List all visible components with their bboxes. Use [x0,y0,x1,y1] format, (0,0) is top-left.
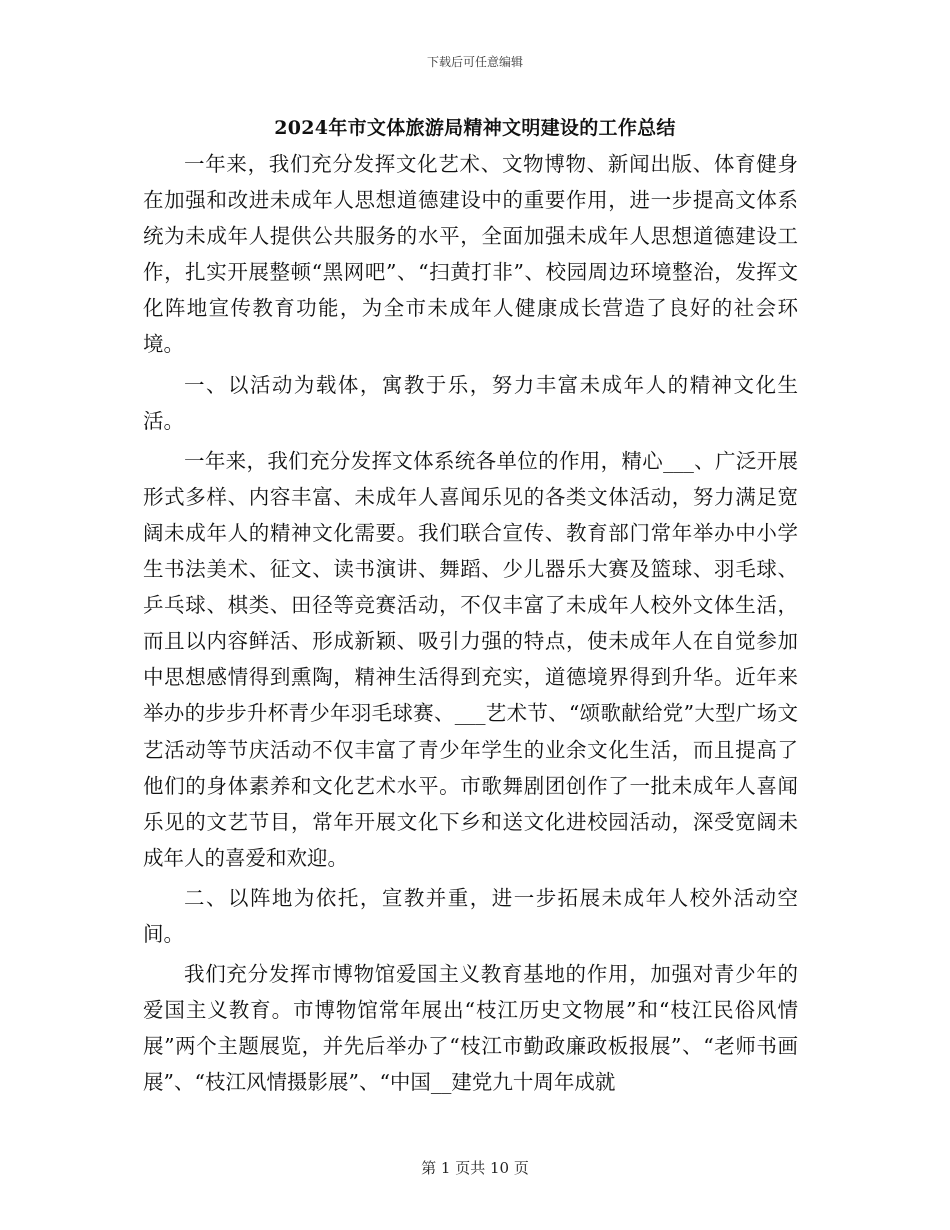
page-footer: 第 1 页共 10 页 [421,1159,529,1177]
section-heading-1: 一、以活动为载体，寓教于乐，努力丰富未成年人的精神文化生活。 [143,372,798,433]
document-title: 2024年市文体旅游局精神文明建设的工作总结 [274,117,676,139]
paragraph-activities: 一年来，我们充分发挥文体系统各单位的作用，精心___、广泛开展形式多样、内容丰富、未成年人喜闻乐见的各类文体活动，努力满足宽阔未成年人的精神文化需要。我们联合宣传、教育部门常年举办中小学生书法美术、征文、读书演讲、舞蹈、少儿器乐大赛及篮球、羽毛球、乒乓球、棋类、田径等竞赛活动，不仅丰富了未成年人校外文体生活，而且以内容鲜活、形成新颖、吸引力强的特点，使未成年人在自觉参加中思想感情得到熏陶，精神生活得到充实，道德境界得到升华。近年来举办的步步升杯青少年羽毛球赛、___艺术节、“颂歌献给党”大型广场文艺活动等节庆活动不仅丰富了青少年学生的业余文化生活，而且提高了他们的身体素养和文化艺术水平。市歌舞剧团创作了一批未成年人喜闻乐见的文艺节目，常年开展文化下乡和送文化进校园活动，深受宽阔未成年人的喜爱和欢迎。 [143,448,798,870]
section-heading-2: 二、以阵地为依托，宣教并重，进一步拓展未成年人校外活动空间。 [143,885,798,946]
header-note: 下载后可任意编辑 [426,55,523,69]
paragraph-intro: 一年来，我们充分发挥文化艺术、文物博物、新闻出版、体育健身在加强和改进未成年人思想道德建设中的重要作用，进一步提高文体系统为未成年人提供公共服务的水平，全面加强未成年人思想道德建设工作，扎实开展整顿“黑网吧”、“扫黄打非”、校园周边环境整治，发挥文化阵地宣传教育功能，为全市未成年人健康成长营造了良好的社会环境。 [143,152,798,357]
document-body [143,146,798,1104]
paragraph-museum: 我们充分发挥市博物馆爱国主义教育基地的作用，加强对青少年的爱国主义教育。市博物馆常年展出“枝江历史文物展”和“枝江民俗风情展”两个主题展览，并先后举办了“枝江市勤政廉政板报展”、“老师书画展”、“枝江风情摄影展”、“中国__建党九十周年成就 [143,962,798,1095]
